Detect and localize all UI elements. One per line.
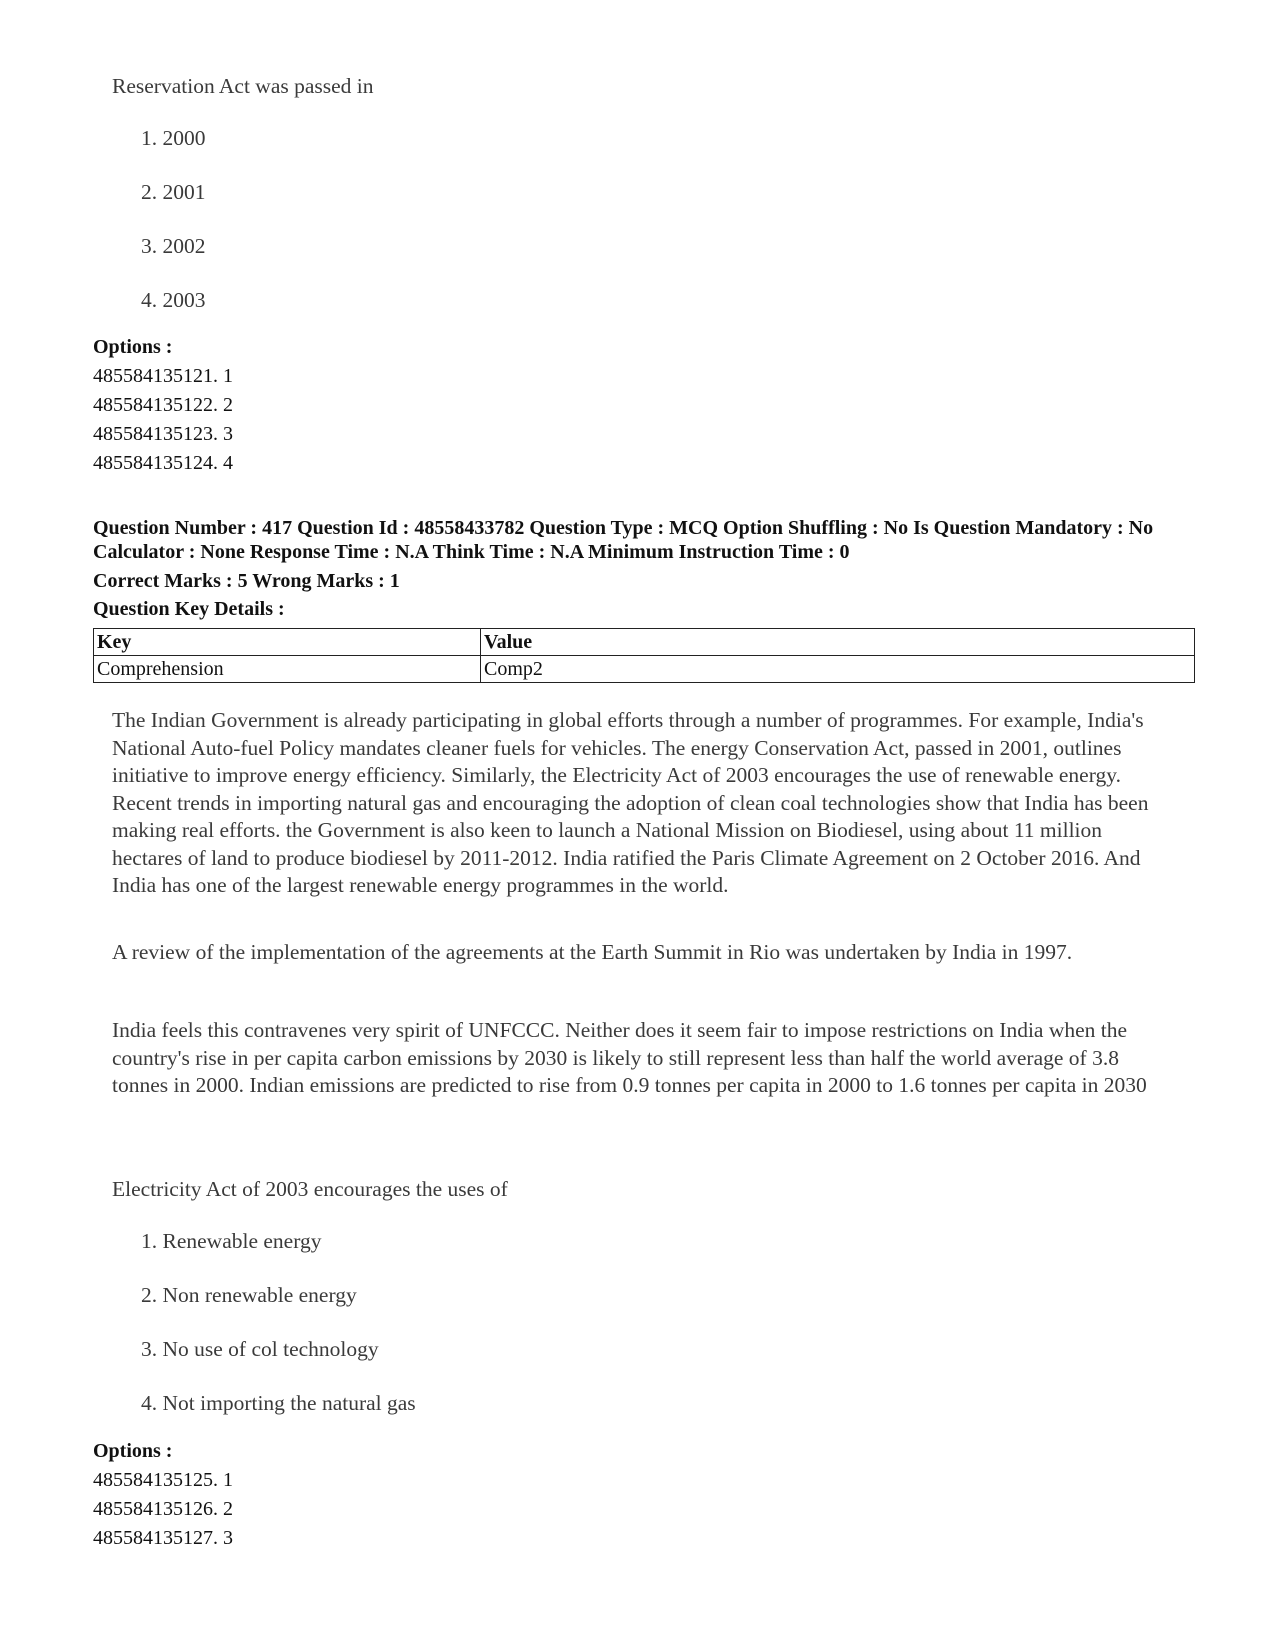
table-cell-key: Comprehension bbox=[94, 656, 481, 683]
table-header-row bbox=[94, 629, 1195, 656]
question-prompt: Reservation Act was passed in bbox=[112, 74, 374, 98]
options-label: Options : bbox=[93, 1440, 173, 1462]
choice-item: 2. 2001 bbox=[141, 180, 206, 204]
question-meta: Question Number : 417 Question Id : 48558433782 Question Type : MCQ Option Shuffling : No Is Question Mandatory : No Calculator : None Response Time : N.A Think Time : N.A Minimum Instruction Time : 0 bbox=[93, 517, 1154, 563]
question-prompt: Electricity Act of 2003 encourages the uses of bbox=[112, 1177, 508, 1201]
table-cell-value: Comp2 bbox=[481, 656, 1195, 683]
option-id: 485584135123. 3 bbox=[93, 423, 233, 445]
choice-item: 3. No use of col technology bbox=[141, 1337, 379, 1361]
choice-item: 1. Renewable energy bbox=[141, 1229, 322, 1253]
option-id: 485584135122. 2 bbox=[93, 394, 233, 416]
table-header-key: Key bbox=[94, 629, 481, 656]
choice-item: 4. 2003 bbox=[141, 288, 206, 312]
marks-line: Correct Marks : 5 Wrong Marks : 1 bbox=[93, 570, 400, 592]
table-row bbox=[94, 656, 1195, 683]
options-label: Options : bbox=[93, 336, 173, 358]
passage-paragraph: The Indian Government is already participating in global efforts through a number of programmes. For example, India's National Auto-fuel Policy mandates cleaner fuels for vehicles. The energy Conservation Act, passed in 2001, outlines initiative to improve energy efficiency. Similarly, the Electricity Act of 2003 encourages the use of renewable energy. Recent trends in importing natural gas and encouraging the adoption of clean coal technologies show that India has been making real efforts. the Government is also keen to launch a National Mission on Biodiesel, using about 11 million hectares of land to produce biodiesel by 2011-2012. India ratified the Paris Climate Agreement on 2 October 2016. And India has one of the largest renewable energy programmes in the world. bbox=[112, 708, 1149, 897]
option-id: 485584135124. 4 bbox=[93, 452, 233, 474]
option-id: 485584135127. 3 bbox=[93, 1527, 233, 1549]
option-id: 485584135126. 2 bbox=[93, 1498, 233, 1520]
key-details-label: Question Key Details : bbox=[93, 598, 285, 620]
option-id: 485584135121. 1 bbox=[93, 365, 233, 387]
choice-item: 2. Non renewable energy bbox=[141, 1283, 357, 1307]
passage-paragraph: India feels this contravenes very spirit of UNFCCC. Neither does it seem fair to impose restrictions on India when the country's rise in per capita carbon emissions by 2030 is likely to still represent less than half the world average of 3.8 tonnes in 2000. Indian emissions are predicted to rise from 0.9 tonnes per capita in 2000 to 1.6 tonnes per capita in 2030 bbox=[112, 1018, 1147, 1097]
comprehension-passage bbox=[112, 939, 1172, 967]
choice-item: 4. Not importing the natural gas bbox=[141, 1391, 416, 1415]
option-id: 485584135125. 1 bbox=[93, 1469, 233, 1491]
key-details-table bbox=[93, 628, 1195, 683]
comprehension-passage bbox=[112, 707, 1172, 900]
passage-paragraph: A review of the implementation of the agreements at the Earth Summit in Rio was undertaken by India in 1997. bbox=[112, 940, 1073, 964]
choice-item: 1. 2000 bbox=[141, 126, 206, 150]
table-header-value: Value bbox=[481, 629, 1195, 656]
choice-item: 3. 2002 bbox=[141, 234, 206, 258]
comprehension-passage bbox=[112, 1017, 1172, 1100]
